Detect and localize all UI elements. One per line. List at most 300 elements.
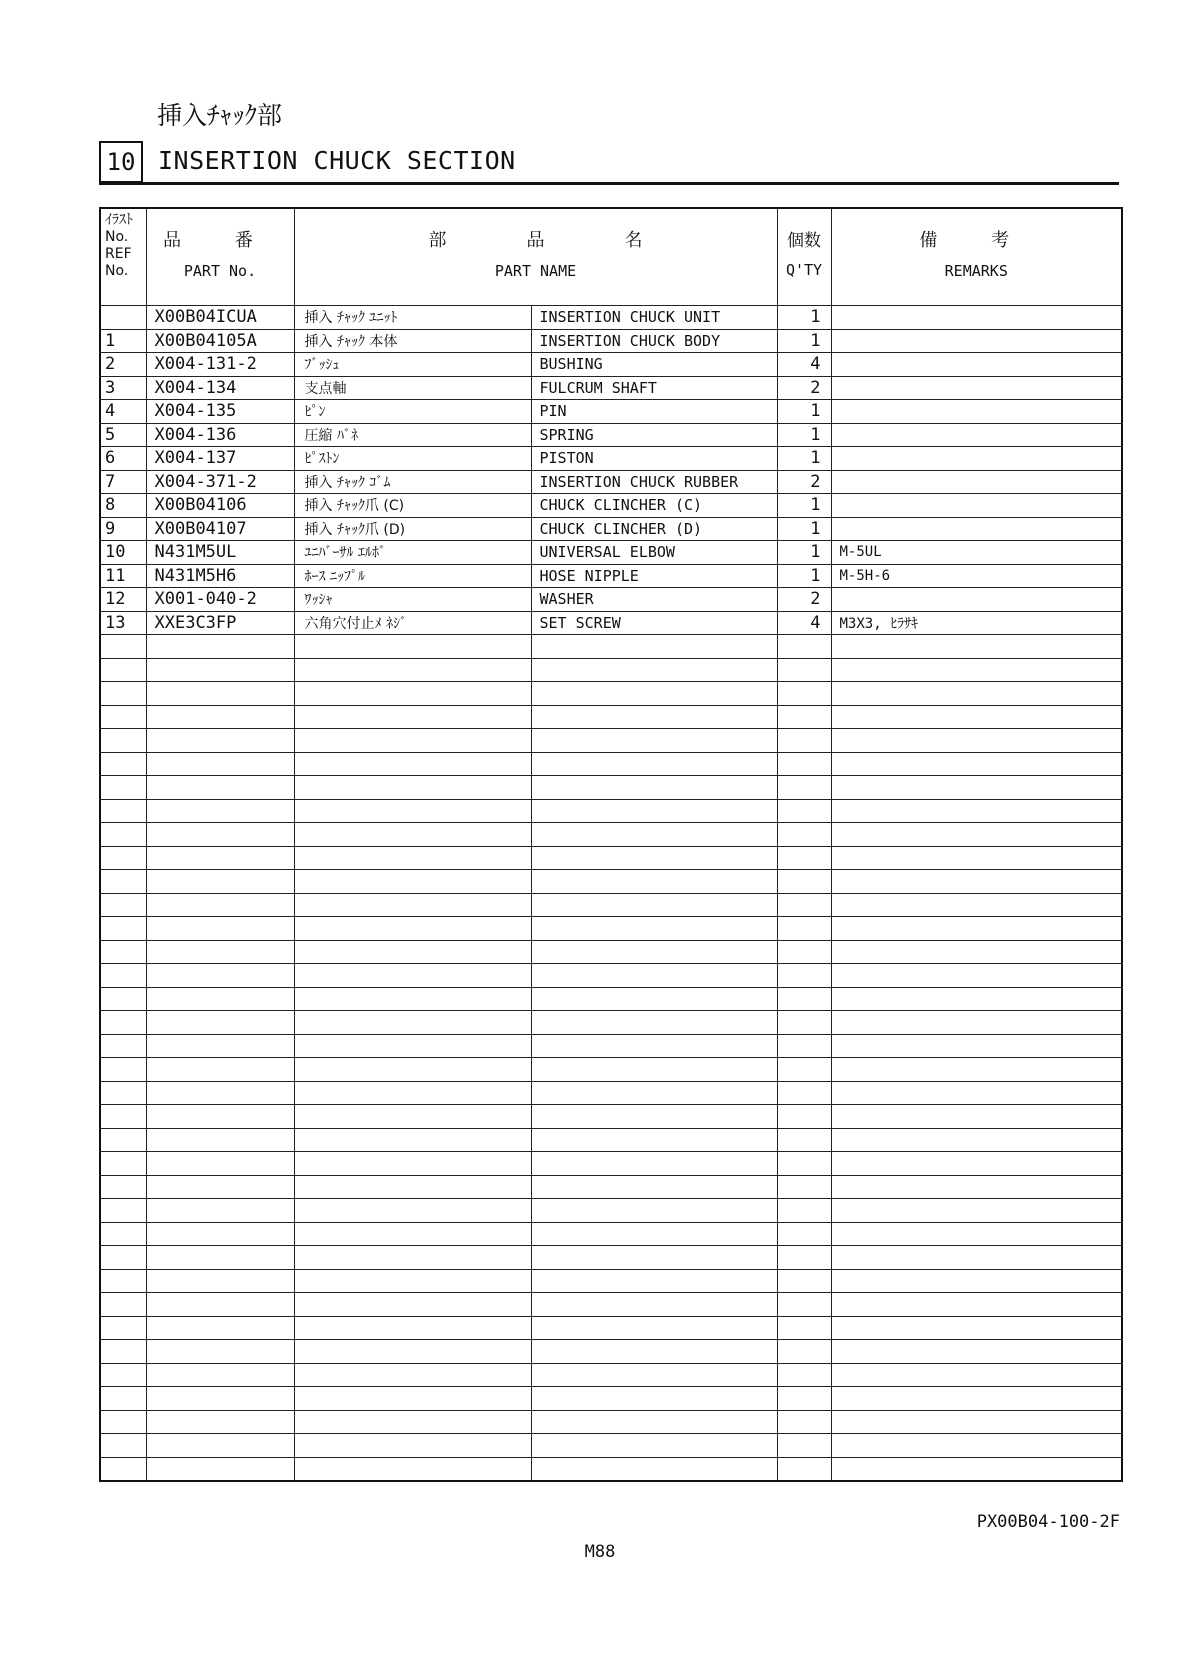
table-row xyxy=(100,588,1122,612)
cell-qty-empty xyxy=(777,1340,831,1364)
cell-name-jp-empty xyxy=(294,1434,531,1458)
empty-table-row xyxy=(100,1128,1122,1152)
cell-remarks xyxy=(831,588,1122,612)
cell-name-jp: 支点軸 xyxy=(294,376,531,400)
cell-qty-empty xyxy=(777,846,831,870)
cell-part-no-empty xyxy=(146,940,294,964)
cell-name-jp-empty xyxy=(294,823,531,847)
cell-remarks-empty xyxy=(831,870,1122,894)
cell-part-no: X00B04106 xyxy=(146,494,294,518)
empty-table-row xyxy=(100,1363,1122,1387)
cell-name-en-empty xyxy=(531,1081,777,1105)
cell-remarks xyxy=(831,306,1122,330)
cell-part-no-empty xyxy=(146,1034,294,1058)
cell-part-no-empty xyxy=(146,776,294,800)
cell-ref-empty xyxy=(100,1128,146,1152)
cell-ref: 6 xyxy=(100,447,146,471)
empty-table-row xyxy=(100,1152,1122,1176)
cell-part-no-empty xyxy=(146,1363,294,1387)
cell-name-jp-empty xyxy=(294,682,531,706)
cell-ref: 5 xyxy=(100,423,146,447)
cell-name-jp-empty xyxy=(294,1222,531,1246)
cell-name-jp-empty xyxy=(294,1316,531,1340)
cell-name-en-empty xyxy=(531,1034,777,1058)
cell-ref: 7 xyxy=(100,470,146,494)
cell-remarks-empty xyxy=(831,940,1122,964)
cell-name-en-empty xyxy=(531,1316,777,1340)
cell-name-en: PIN xyxy=(531,400,777,424)
cell-remarks-empty xyxy=(831,1058,1122,1082)
cell-remarks-empty xyxy=(831,776,1122,800)
cell-ref-empty xyxy=(100,729,146,753)
cell-name-jp: 圧縮 ﾊﾞﾈ xyxy=(294,423,531,447)
cell-part-no-empty xyxy=(146,1387,294,1411)
cell-qty: 1 xyxy=(777,423,831,447)
cell-part-no-empty xyxy=(146,1457,294,1481)
cell-name-jp: 挿入 ﾁｬｯｸ 本体 xyxy=(294,329,531,353)
cell-qty-empty xyxy=(777,893,831,917)
cell-name-jp-empty xyxy=(294,964,531,988)
cell-qty-empty xyxy=(777,1222,831,1246)
cell-qty-empty xyxy=(777,729,831,753)
empty-table-row xyxy=(100,987,1122,1011)
cell-ref-empty xyxy=(100,1363,146,1387)
cell-remarks-empty xyxy=(831,1128,1122,1152)
cell-ref-empty xyxy=(100,917,146,941)
header-ref-en: REF xyxy=(105,246,132,262)
table-row xyxy=(100,306,1122,330)
cell-part-no: X004-371-2 xyxy=(146,470,294,494)
empty-table-row xyxy=(100,846,1122,870)
cell-remarks xyxy=(831,400,1122,424)
cell-part-no-empty xyxy=(146,1222,294,1246)
cell-ref-empty xyxy=(100,1199,146,1223)
table-row xyxy=(100,329,1122,353)
empty-table-row xyxy=(100,729,1122,753)
cell-ref: 1 xyxy=(100,329,146,353)
header-part-name xyxy=(294,208,777,306)
cell-ref-empty xyxy=(100,1293,146,1317)
empty-table-row xyxy=(100,658,1122,682)
cell-remarks xyxy=(831,447,1122,471)
cell-part-no: X004-134 xyxy=(146,376,294,400)
cell-ref-empty xyxy=(100,705,146,729)
cell-qty-empty xyxy=(777,1316,831,1340)
cell-ref-empty xyxy=(100,635,146,659)
empty-table-row xyxy=(100,1199,1122,1223)
parts-table xyxy=(99,207,1123,1482)
cell-part-no-empty xyxy=(146,1246,294,1270)
cell-qty: 1 xyxy=(777,494,831,518)
cell-remarks: M3X3, ﾋﾗｻｷ xyxy=(831,611,1122,635)
cell-part-no: X004-135 xyxy=(146,400,294,424)
cell-remarks-empty xyxy=(831,635,1122,659)
cell-part-no-empty xyxy=(146,1011,294,1035)
cell-ref-empty xyxy=(100,1434,146,1458)
cell-remarks-empty xyxy=(831,658,1122,682)
header-remarks-en: REMARKS xyxy=(944,262,1008,280)
cell-name-jp-empty xyxy=(294,870,531,894)
cell-name-en-empty xyxy=(531,1457,777,1481)
cell-qty: 1 xyxy=(777,306,831,330)
cell-name-en-empty xyxy=(531,1410,777,1434)
section-title-jp: 挿入ﾁｬｯｸ部 xyxy=(157,101,283,130)
cell-part-no-empty xyxy=(146,846,294,870)
cell-name-en-empty xyxy=(531,823,777,847)
cell-name-jp-empty xyxy=(294,893,531,917)
header-qty xyxy=(777,208,831,306)
cell-remarks-empty xyxy=(831,1363,1122,1387)
cell-name-jp: ﾋﾟｽﾄﾝ xyxy=(294,447,531,471)
cell-ref-empty xyxy=(100,1034,146,1058)
cell-qty-empty xyxy=(777,776,831,800)
cell-name-en-empty xyxy=(531,1434,777,1458)
cell-qty-empty xyxy=(777,917,831,941)
cell-remarks-empty xyxy=(831,987,1122,1011)
cell-part-no-empty xyxy=(146,729,294,753)
empty-table-row xyxy=(100,1246,1122,1270)
cell-name-en-empty xyxy=(531,964,777,988)
table-row xyxy=(100,400,1122,424)
header-ref xyxy=(100,208,146,306)
cell-part-no-empty xyxy=(146,682,294,706)
cell-remarks-empty xyxy=(831,752,1122,776)
cell-name-jp-empty xyxy=(294,987,531,1011)
cell-name-en-empty xyxy=(531,1363,777,1387)
cell-qty: 1 xyxy=(777,447,831,471)
cell-part-no-empty xyxy=(146,964,294,988)
cell-part-no-empty xyxy=(146,1058,294,1082)
table-row xyxy=(100,353,1122,377)
header-ref-jp: ｲﾗｽﾄ xyxy=(105,212,133,228)
cell-name-jp-empty xyxy=(294,1387,531,1411)
cell-ref-empty xyxy=(100,1269,146,1293)
cell-name-en-empty xyxy=(531,917,777,941)
cell-ref-empty xyxy=(100,776,146,800)
cell-remarks-empty xyxy=(831,846,1122,870)
cell-remarks-empty xyxy=(831,893,1122,917)
cell-name-jp: 六角穴付止ﾒ ﾈｼﾞ xyxy=(294,611,531,635)
cell-name-en-empty xyxy=(531,635,777,659)
header-part-no-en: PART No. xyxy=(183,262,257,280)
cell-qty-empty xyxy=(777,1387,831,1411)
cell-qty: 2 xyxy=(777,470,831,494)
cell-ref-empty xyxy=(100,1340,146,1364)
parts-table-body xyxy=(100,306,1122,1482)
header-part-no-jp: 品 番 xyxy=(163,230,277,251)
cell-ref-empty xyxy=(100,940,146,964)
cell-name-jp-empty xyxy=(294,1293,531,1317)
cell-remarks xyxy=(831,376,1122,400)
cell-ref-empty xyxy=(100,1222,146,1246)
cell-name-jp-empty xyxy=(294,1034,531,1058)
cell-part-no-empty xyxy=(146,1105,294,1129)
cell-name-jp: 挿入 ﾁｬｯｸ ﾕﾆｯﾄ xyxy=(294,306,531,330)
empty-table-row xyxy=(100,1316,1122,1340)
cell-qty-empty xyxy=(777,1246,831,1270)
cell-name-jp-empty xyxy=(294,940,531,964)
table-header-row xyxy=(100,208,1122,306)
cell-ref-empty xyxy=(100,658,146,682)
cell-ref: 4 xyxy=(100,400,146,424)
document-code: PX00B04-100-2F xyxy=(976,1512,1120,1532)
empty-table-row xyxy=(100,940,1122,964)
page-number: M88 xyxy=(584,1542,616,1562)
cell-qty: 4 xyxy=(777,611,831,635)
cell-name-en-empty xyxy=(531,1128,777,1152)
cell-part-no-empty xyxy=(146,1410,294,1434)
cell-ref-empty xyxy=(100,870,146,894)
cell-ref-empty xyxy=(100,752,146,776)
cell-qty-empty xyxy=(777,987,831,1011)
cell-name-jp: ﾋﾟﾝ xyxy=(294,400,531,424)
cell-qty-empty xyxy=(777,1034,831,1058)
cell-name-en: FULCRUM SHAFT xyxy=(531,376,777,400)
cell-part-no-empty xyxy=(146,705,294,729)
cell-part-no: XXE3C3FP xyxy=(146,611,294,635)
cell-name-en: SPRING xyxy=(531,423,777,447)
cell-qty-empty xyxy=(777,1269,831,1293)
cell-name-jp-empty xyxy=(294,799,531,823)
table-row xyxy=(100,541,1122,565)
header-remarks-jp: 備 考 xyxy=(919,230,1034,251)
cell-name-jp-empty xyxy=(294,846,531,870)
empty-table-row xyxy=(100,1293,1122,1317)
empty-table-row xyxy=(100,1105,1122,1129)
cell-part-no-empty xyxy=(146,1199,294,1223)
header-remarks xyxy=(831,208,1122,306)
cell-part-no-empty xyxy=(146,799,294,823)
cell-ref: 12 xyxy=(100,588,146,612)
cell-name-jp-empty xyxy=(294,917,531,941)
cell-part-no: X004-136 xyxy=(146,423,294,447)
cell-name-en-empty xyxy=(531,1175,777,1199)
cell-ref-empty xyxy=(100,964,146,988)
cell-name-jp-empty xyxy=(294,1128,531,1152)
empty-table-row xyxy=(100,1058,1122,1082)
cell-ref-empty xyxy=(100,1246,146,1270)
cell-qty-empty xyxy=(777,1199,831,1223)
cell-qty-empty xyxy=(777,823,831,847)
cell-name-en-empty xyxy=(531,1058,777,1082)
empty-table-row xyxy=(100,1011,1122,1035)
cell-remarks-empty xyxy=(831,917,1122,941)
cell-part-no-empty xyxy=(146,635,294,659)
cell-remarks xyxy=(831,494,1122,518)
table-row xyxy=(100,447,1122,471)
cell-name-en-empty xyxy=(531,1199,777,1223)
cell-remarks-empty xyxy=(831,1457,1122,1481)
cell-name-en-empty xyxy=(531,1269,777,1293)
cell-remarks-empty xyxy=(831,964,1122,988)
header-ref-no2: No. xyxy=(105,263,129,279)
section-divider xyxy=(99,182,1119,185)
empty-table-row xyxy=(100,776,1122,800)
cell-name-en-empty xyxy=(531,799,777,823)
cell-name-jp-empty xyxy=(294,635,531,659)
cell-ref: 10 xyxy=(100,541,146,565)
cell-name-en-empty xyxy=(531,752,777,776)
empty-table-row xyxy=(100,823,1122,847)
cell-part-no-empty xyxy=(146,823,294,847)
cell-name-jp: ﾎｰｽ ﾆｯﾌﾟﾙ xyxy=(294,564,531,588)
cell-name-en-empty xyxy=(531,1293,777,1317)
cell-name-jp-empty xyxy=(294,1152,531,1176)
cell-remarks-empty xyxy=(831,823,1122,847)
cell-ref-empty xyxy=(100,799,146,823)
cell-name-en-empty xyxy=(531,1222,777,1246)
cell-qty: 1 xyxy=(777,400,831,424)
empty-table-row xyxy=(100,917,1122,941)
cell-name-en: UNIVERSAL ELBOW xyxy=(531,541,777,565)
cell-ref: 9 xyxy=(100,517,146,541)
cell-qty: 2 xyxy=(777,376,831,400)
cell-remarks-empty xyxy=(831,1340,1122,1364)
cell-name-jp-empty xyxy=(294,1246,531,1270)
cell-remarks-empty xyxy=(831,1222,1122,1246)
cell-qty-empty xyxy=(777,705,831,729)
empty-table-row xyxy=(100,1175,1122,1199)
table-row xyxy=(100,517,1122,541)
cell-name-en-empty xyxy=(531,1246,777,1270)
cell-remarks-empty xyxy=(831,1105,1122,1129)
cell-name-en-empty xyxy=(531,1340,777,1364)
cell-remarks-empty xyxy=(831,682,1122,706)
cell-remarks-empty xyxy=(831,729,1122,753)
cell-name-jp-empty xyxy=(294,1011,531,1035)
cell-name-en-empty xyxy=(531,682,777,706)
cell-name-jp-empty xyxy=(294,1105,531,1129)
empty-table-row xyxy=(100,1457,1122,1481)
empty-table-row xyxy=(100,870,1122,894)
cell-ref-empty xyxy=(100,846,146,870)
cell-part-no-empty xyxy=(146,1316,294,1340)
table-row xyxy=(100,564,1122,588)
empty-table-row xyxy=(100,1269,1122,1293)
cell-remarks-empty xyxy=(831,1316,1122,1340)
empty-table-row xyxy=(100,799,1122,823)
empty-table-row xyxy=(100,752,1122,776)
cell-remarks xyxy=(831,329,1122,353)
cell-remarks-empty xyxy=(831,1034,1122,1058)
cell-name-jp-empty xyxy=(294,1199,531,1223)
table-row xyxy=(100,494,1122,518)
cell-qty-empty xyxy=(777,964,831,988)
cell-name-en-empty xyxy=(531,776,777,800)
cell-part-no-empty xyxy=(146,893,294,917)
cell-ref-empty xyxy=(100,1316,146,1340)
cell-ref-empty xyxy=(100,893,146,917)
cell-part-no-empty xyxy=(146,917,294,941)
table-row xyxy=(100,376,1122,400)
cell-qty-empty xyxy=(777,1011,831,1035)
cell-name-en: INSERTION CHUCK UNIT xyxy=(531,306,777,330)
cell-remarks-empty xyxy=(831,1269,1122,1293)
cell-name-en-empty xyxy=(531,893,777,917)
cell-remarks-empty xyxy=(831,705,1122,729)
cell-remarks-empty xyxy=(831,1387,1122,1411)
cell-name-jp-empty xyxy=(294,776,531,800)
header-part-name-en: PART NAME xyxy=(494,262,577,280)
cell-name-jp: ﾕﾆﾊﾞｰｻﾙ ｴﾙﾎﾞ xyxy=(294,541,531,565)
cell-part-no: X004-137 xyxy=(146,447,294,471)
cell-remarks-empty xyxy=(831,1152,1122,1176)
cell-name-en: WASHER xyxy=(531,588,777,612)
cell-name-jp-empty xyxy=(294,1410,531,1434)
header-ref-no: No. xyxy=(105,229,129,245)
cell-ref: 2 xyxy=(100,353,146,377)
cell-ref: 8 xyxy=(100,494,146,518)
cell-part-no-empty xyxy=(146,1081,294,1105)
cell-part-no-empty xyxy=(146,1434,294,1458)
cell-name-en-empty xyxy=(531,987,777,1011)
cell-name-en-empty xyxy=(531,870,777,894)
cell-part-no-empty xyxy=(146,658,294,682)
cell-qty: 1 xyxy=(777,564,831,588)
cell-name-en: CHUCK CLINCHER (D) xyxy=(531,517,777,541)
cell-ref: 3 xyxy=(100,376,146,400)
cell-qty-empty xyxy=(777,1081,831,1105)
cell-name-jp-empty xyxy=(294,752,531,776)
empty-table-row xyxy=(100,1034,1122,1058)
cell-qty-empty xyxy=(777,635,831,659)
cell-qty-empty xyxy=(777,658,831,682)
cell-name-en: HOSE NIPPLE xyxy=(531,564,777,588)
cell-name-jp-empty xyxy=(294,1340,531,1364)
cell-qty-empty xyxy=(777,870,831,894)
cell-part-no: X004-131-2 xyxy=(146,353,294,377)
section-title-en: INSERTION CHUCK SECTION xyxy=(158,146,516,175)
header-qty-jp: 個数 xyxy=(787,231,821,251)
cell-ref-empty xyxy=(100,1152,146,1176)
cell-name-jp-empty xyxy=(294,1058,531,1082)
cell-name-jp-empty xyxy=(294,729,531,753)
table-row xyxy=(100,423,1122,447)
cell-qty-empty xyxy=(777,799,831,823)
empty-table-row xyxy=(100,1340,1122,1364)
cell-ref-empty xyxy=(100,1387,146,1411)
cell-name-en-empty xyxy=(531,1105,777,1129)
cell-ref-empty xyxy=(100,987,146,1011)
cell-ref-empty xyxy=(100,1175,146,1199)
cell-part-no: X00B04107 xyxy=(146,517,294,541)
cell-name-jp: ﾌﾞｯｼｭ xyxy=(294,353,531,377)
cell-qty-empty xyxy=(777,1363,831,1387)
cell-qty: 1 xyxy=(777,517,831,541)
cell-name-jp: 挿入 ﾁｬｯｸ爪 (C) xyxy=(294,494,531,518)
cell-qty-empty xyxy=(777,1175,831,1199)
cell-name-jp: ﾜｯｼｬ xyxy=(294,588,531,612)
cell-remarks-empty xyxy=(831,1081,1122,1105)
cell-remarks xyxy=(831,517,1122,541)
cell-name-jp-empty xyxy=(294,658,531,682)
cell-part-no: N431M5UL xyxy=(146,541,294,565)
cell-name-en: INSERTION CHUCK BODY xyxy=(531,329,777,353)
cell-part-no: X00B04ICUA xyxy=(146,306,294,330)
cell-part-no: X001-040-2 xyxy=(146,588,294,612)
empty-table-row xyxy=(100,1387,1122,1411)
cell-ref-empty xyxy=(100,1011,146,1035)
cell-name-jp-empty xyxy=(294,1363,531,1387)
cell-part-no-empty xyxy=(146,752,294,776)
cell-name-en: PISTON xyxy=(531,447,777,471)
cell-remarks-empty xyxy=(831,799,1122,823)
cell-ref xyxy=(100,306,146,330)
cell-remarks-empty xyxy=(831,1434,1122,1458)
cell-name-en: CHUCK CLINCHER (C) xyxy=(531,494,777,518)
header-name-jp-3: 名 xyxy=(624,230,643,251)
cell-name-en-empty xyxy=(531,1152,777,1176)
